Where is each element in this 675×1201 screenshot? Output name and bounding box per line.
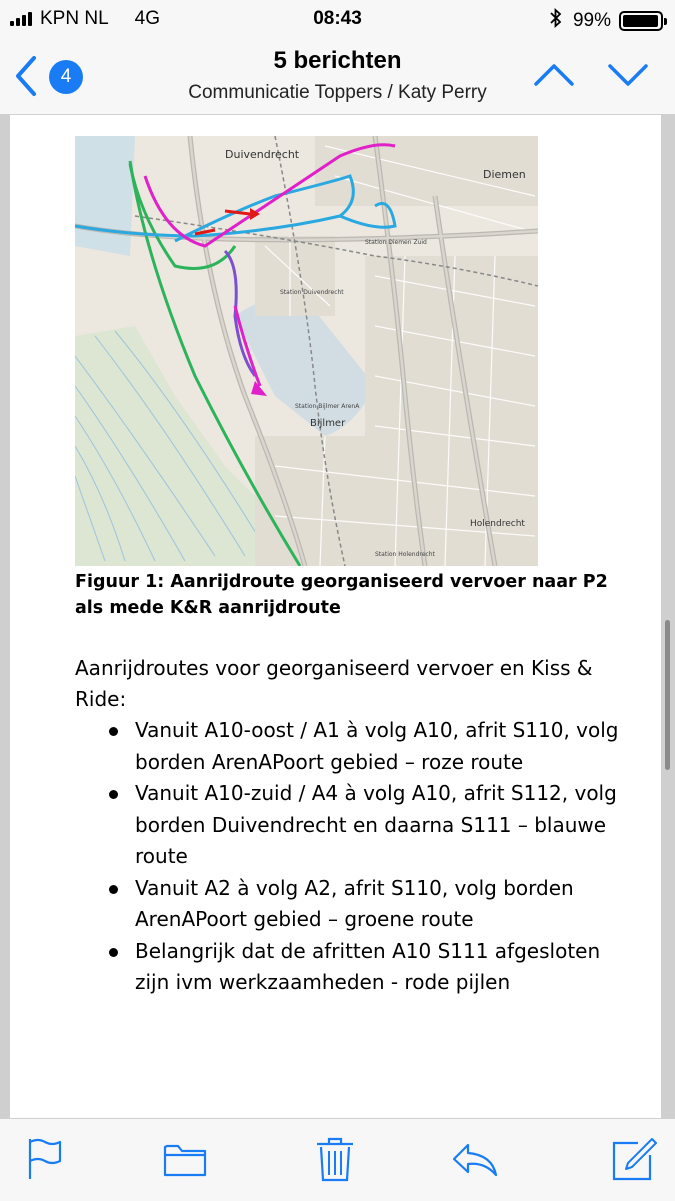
status-right <box>549 8 663 33</box>
move-to-folder-button[interactable] <box>160 1135 210 1183</box>
compose-icon <box>608 1135 658 1183</box>
reply-button[interactable] <box>450 1135 500 1183</box>
route-map-image <box>75 136 538 566</box>
bottom-toolbar <box>0 1118 675 1201</box>
list-item-text: Belangrijk dat de afritten A10 S111 afgesloten zijn ivm werkzaamheden - rode pijlen <box>135 938 601 994</box>
map-label-station-holendrecht: Station Holendrecht <box>375 551 435 558</box>
bullet-icon <box>109 727 118 736</box>
map-label-station-duivendrecht: Station Duivendrecht <box>280 289 344 296</box>
delete-button[interactable] <box>310 1135 360 1183</box>
unread-count-badge[interactable]: 4 <box>49 60 83 94</box>
map-label-duivendrecht: Duivendrecht <box>225 148 300 161</box>
flag-icon <box>20 1135 70 1183</box>
map-label-bijlmer: Bijlmer <box>310 418 346 429</box>
battery-percent: 99% <box>572 9 611 31</box>
thread-title: 5 berichten <box>273 47 402 74</box>
status-bar <box>0 0 675 38</box>
route-list <box>75 715 635 999</box>
previous-message-button[interactable] <box>532 58 576 92</box>
list-item <box>75 873 635 936</box>
clock: 08:43 <box>313 8 362 29</box>
flag-button[interactable] <box>20 1135 70 1183</box>
list-item-text: Vanuit A10-zuid / A4 à volg A10, afrit S112, volg borden Duivendrecht en daarna S111 – blauwe route <box>135 781 617 868</box>
battery-icon <box>619 11 663 31</box>
network-type: 4G <box>134 8 160 29</box>
list-item-text: Vanuit A10-oost / A1 à volg A10, afrit S110, volg borden ArenAPoort gebied – roze route <box>135 718 619 774</box>
mailbox-subtitle: Communicatie Toppers / Katy Perry <box>188 82 487 103</box>
map-label-diemen: Diemen <box>483 168 526 181</box>
bullet-icon <box>109 948 118 957</box>
chevron-up-icon <box>532 58 576 92</box>
list-item-text: Vanuit A2 à volg A2, afrit S110, volg borden ArenAPoort gebied – groene route <box>135 875 574 931</box>
list-item <box>75 778 635 873</box>
map-label-station-bijlmer: Station Bijlmer ArenA <box>295 403 360 410</box>
next-message-button[interactable] <box>606 58 650 92</box>
reply-icon <box>450 1135 500 1183</box>
carrier-name: KPN NL <box>40 8 109 29</box>
list-item <box>75 715 635 778</box>
folder-icon <box>160 1135 210 1183</box>
map-label-station-diemen-zuid: Station Diemen Zuid <box>365 239 427 246</box>
bluetooth-icon <box>549 8 563 33</box>
navigation-bar <box>0 38 675 115</box>
list-item <box>75 936 635 999</box>
chevron-down-icon <box>606 58 650 92</box>
trash-icon <box>310 1135 360 1183</box>
bullet-icon <box>109 790 118 799</box>
message-body[interactable] <box>0 115 675 1118</box>
figure-caption: Figuur 1: Aanrijdroute georganiseerd vervoer naar P2 als mede K&R aanrijdroute <box>75 572 608 618</box>
intro-text: Aanrijdroutes voor georganiseerd vervoer en Kiss & Ride: <box>75 656 593 711</box>
map-label-holendrecht: Holendrecht <box>470 519 525 529</box>
compose-button[interactable] <box>608 1135 658 1183</box>
scrollbar[interactable] <box>665 620 670 770</box>
bullet-icon <box>109 885 118 894</box>
